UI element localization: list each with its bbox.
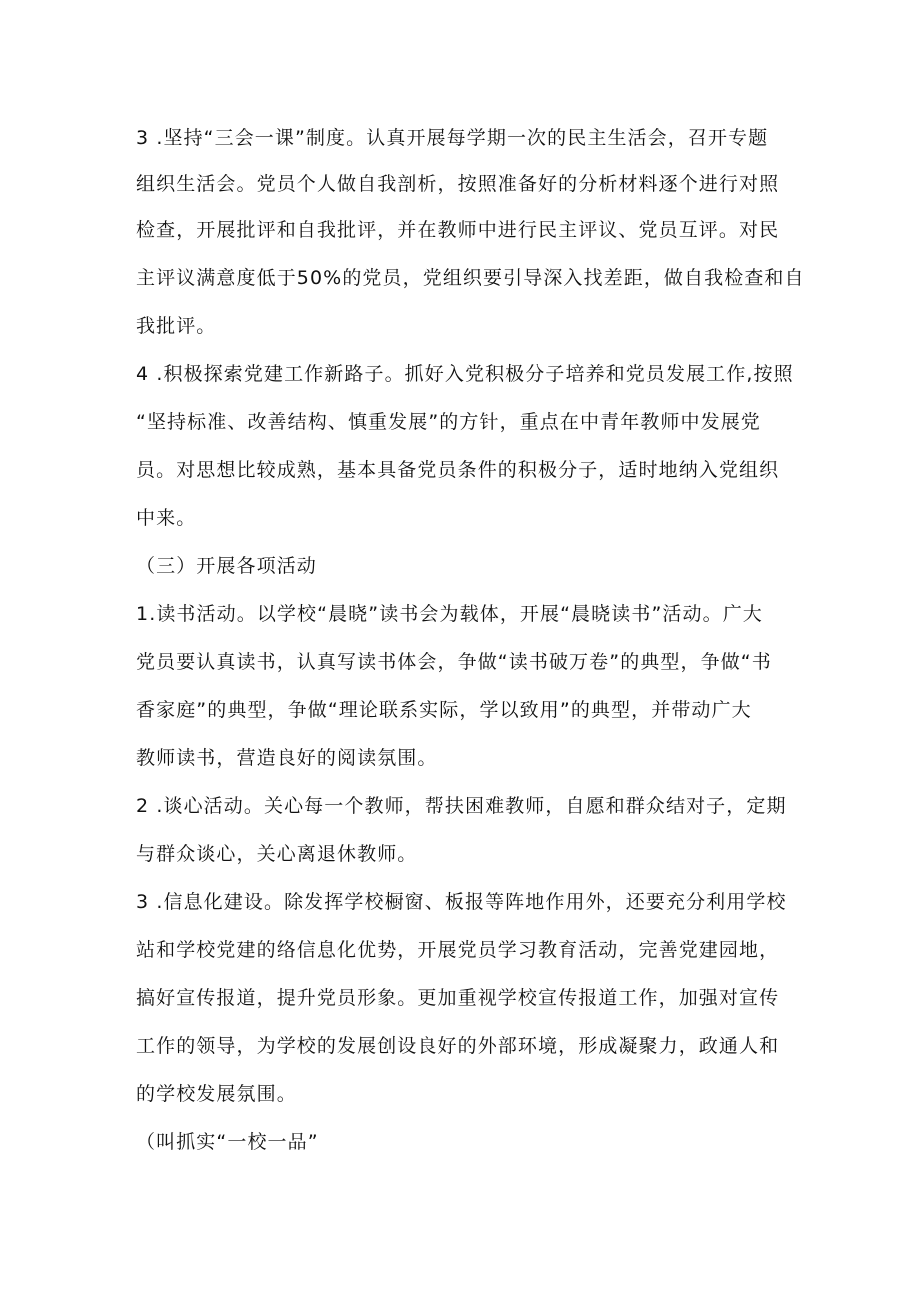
section-heading-partial: （叫抓实“一校一品” <box>136 1131 319 1153</box>
paragraph-5-line-3: 搞好宣传报道，提升党员形象。更加重视学校宣传报道工作，加强对宣传 <box>136 987 780 1009</box>
paragraph-1-line-3: 检查，开展批评和自我批评，并在教师中进行民主评议、党员互评。对民 <box>136 219 780 241</box>
paragraph-2-line-3: 员。对思想比较成熟，基本具备党员条件的积极分子，适时地纳入党组织 <box>136 459 780 481</box>
paragraph-3-line-3: 香家庭”的典型，争做“理论联系实际，学以致用”的典型，并带动广大 <box>136 699 752 721</box>
paragraph-1-line-2: 组织生活会。党员个人做自我剖析，按照准备好的分析材料逐个进行对照 <box>136 173 780 195</box>
paragraph-2-line-1: 4 .积极探索党建工作新路子。抓好入党积极分子培养和党员发展工作,按照 <box>136 363 794 385</box>
paragraph-5-line-2: 站和学校党建的络信息化优势，开展党员学习教育活动，完善党建园地， <box>136 939 780 961</box>
paragraph-4-line-2: 与群众谈心，关心离退休教师。 <box>136 843 418 865</box>
paragraph-1-line-4: 主评议满意度低于50%的党员，党组织要引导深入找差距，做自我检查和自 <box>136 267 805 289</box>
paragraph-2-line-4: 中来。 <box>136 507 197 529</box>
paragraph-5-line-1: 3 .信息化建设。除发挥学校橱窗、板报等阵地作用外，还要充分利用学校 <box>136 891 787 913</box>
paragraph-1-line-1: 3 .坚持“三会一课”制度。认真开展每学期一次的民主生活会，召开专题 <box>136 127 769 149</box>
paragraph-4-line-1: 2 .谈心活动。关心每一个教师，帮扶困难教师，自愿和群众结对子，定期 <box>136 795 787 817</box>
paragraph-3-line-4: 教师读书，营造良好的阅读氛围。 <box>136 747 438 769</box>
paragraph-5-line-4: 工作的领导，为学校的发展创设良好的外部环境，形成凝聚力，政通人和 <box>136 1035 780 1057</box>
paragraph-5-line-5: 的学校发展氛围。 <box>136 1083 297 1105</box>
paragraph-3-line-1: 1.读书活动。以学校“晨晓”读书会为载体，开展“晨晓读书”活动。广大 <box>136 603 763 625</box>
section-heading: （三）开展各项活动 <box>136 555 317 577</box>
paragraph-2-line-2: “坚持标准、改善结构、慎重发展”的方针，重点在中青年教师中发展党 <box>136 411 761 433</box>
paragraph-1-line-5: 我批评。 <box>136 315 217 337</box>
paragraph-3-line-2: 党员要认真读书，认真写读书体会，争做“读书破万卷”的典型，争做“书 <box>136 651 772 673</box>
